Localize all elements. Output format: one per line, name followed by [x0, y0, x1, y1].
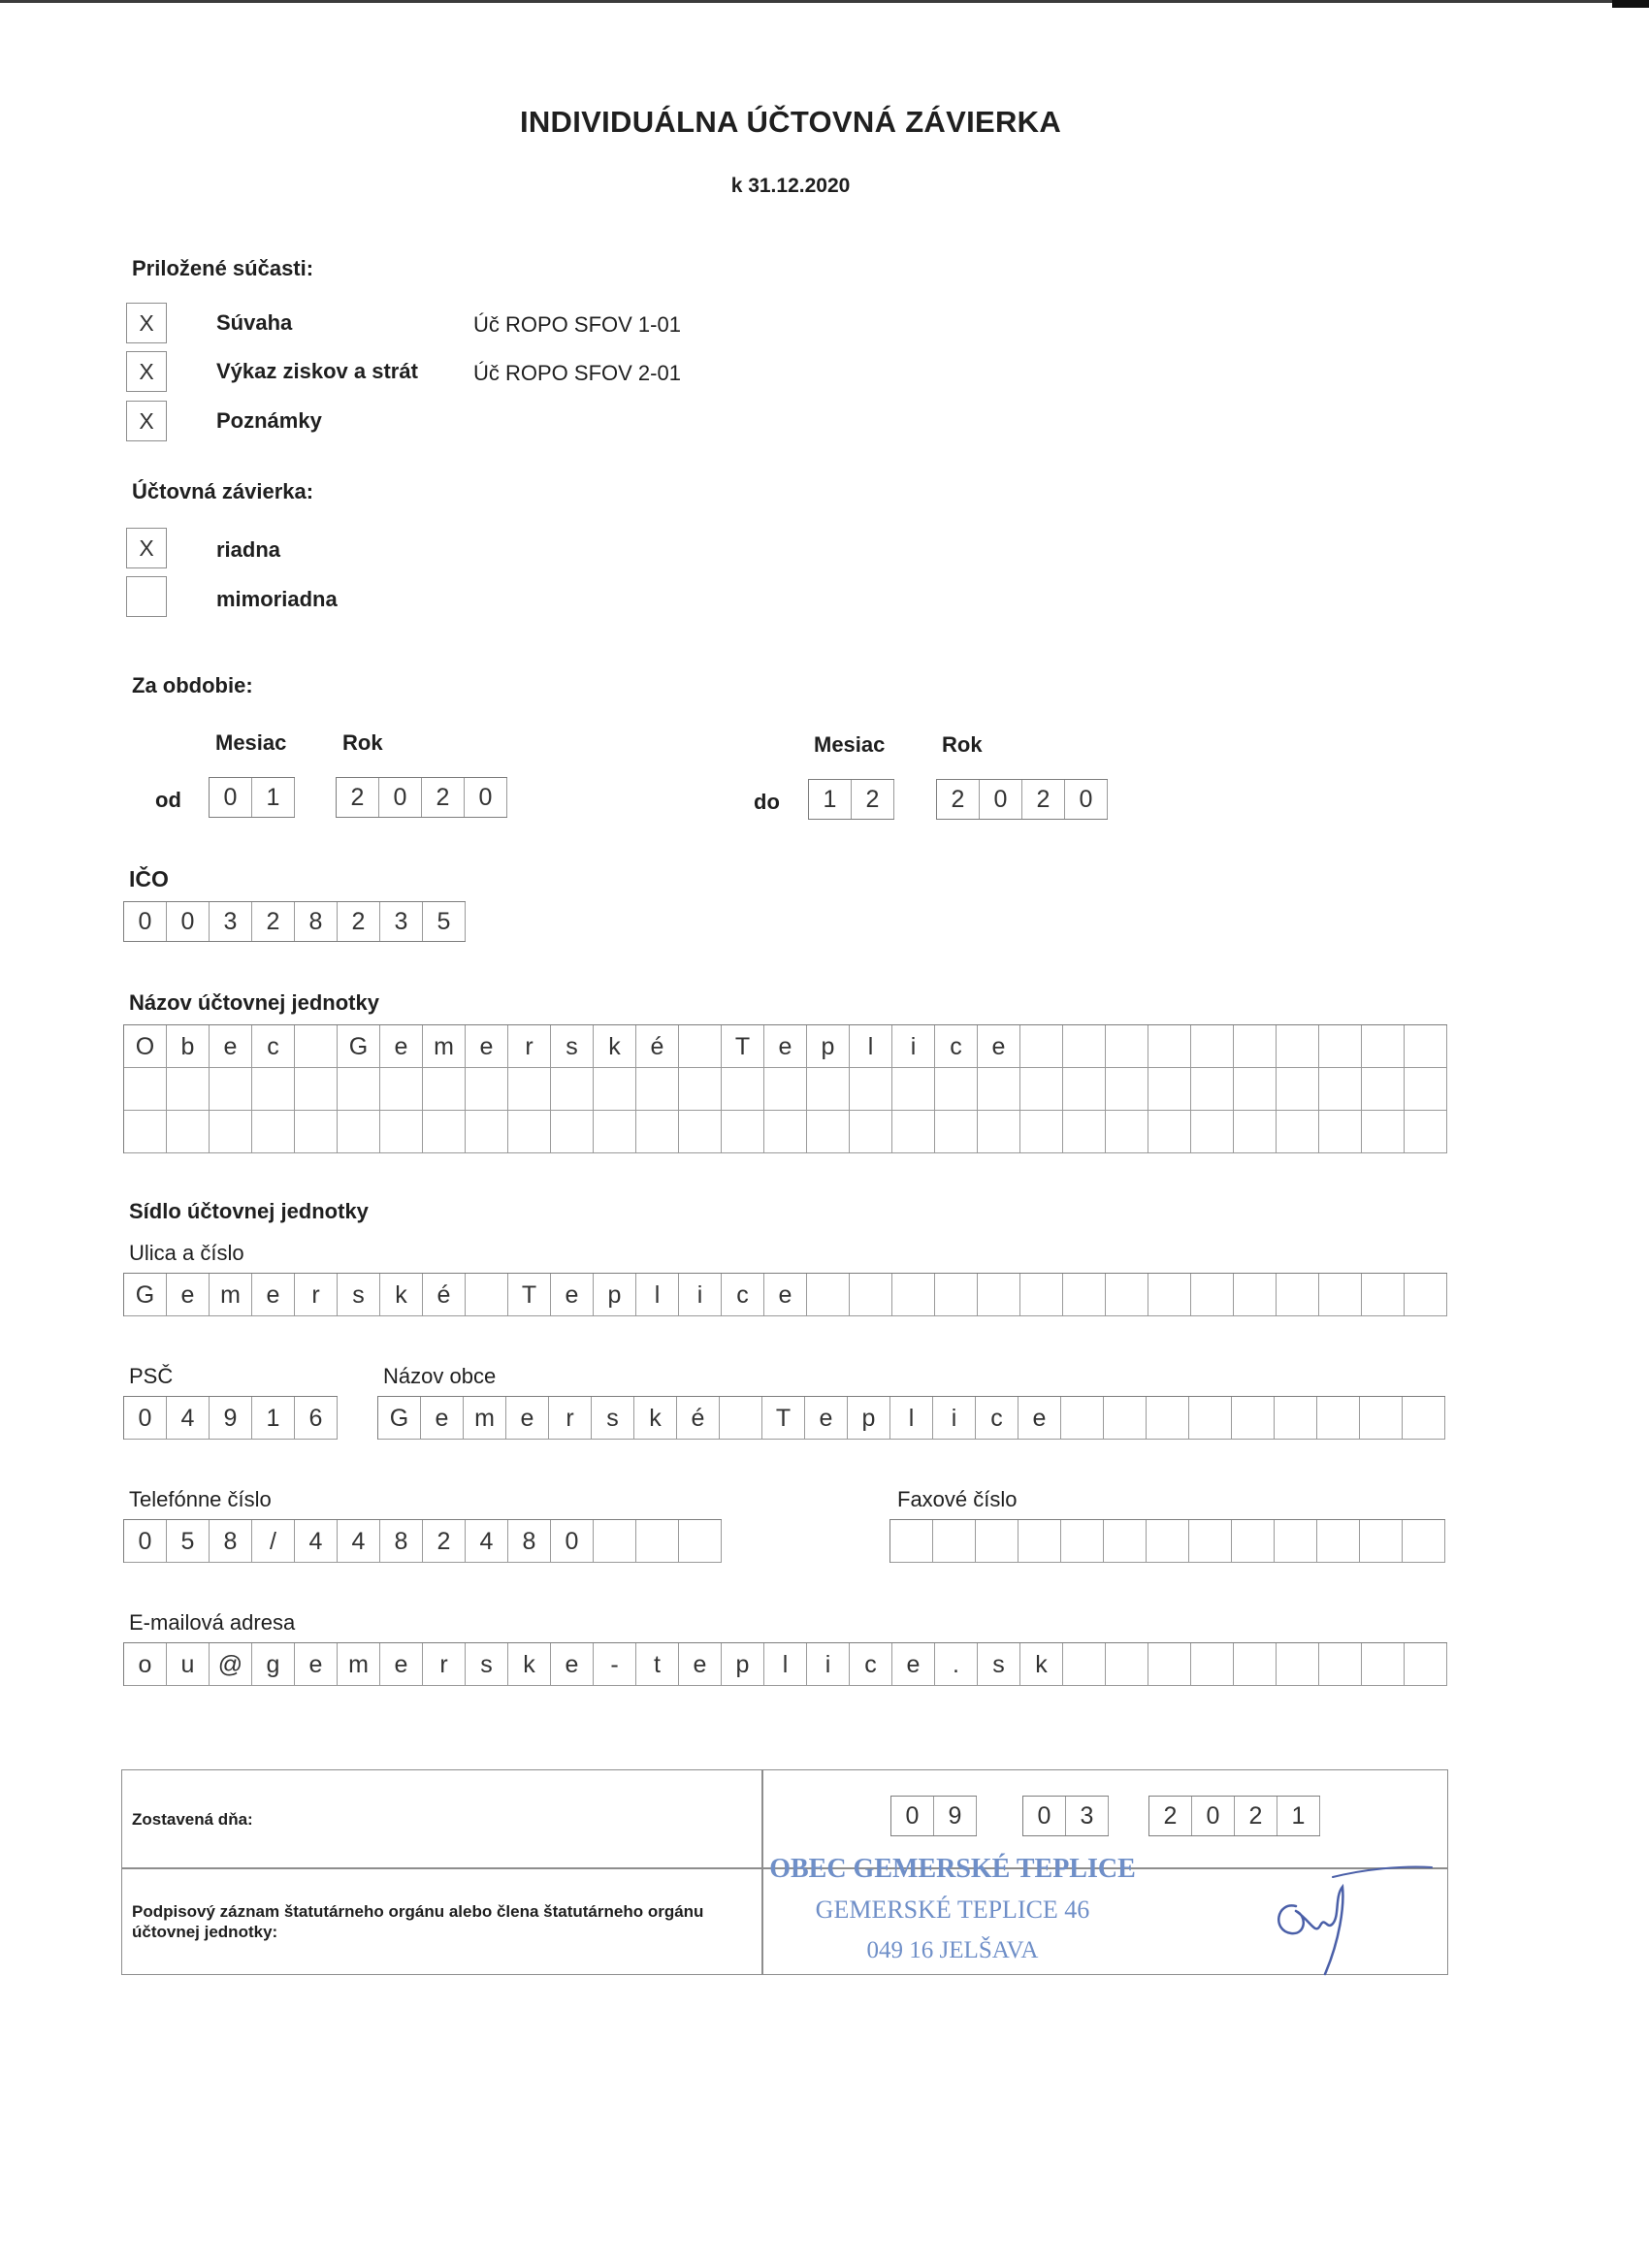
char-cell [892, 1274, 935, 1316]
char-cell: e [380, 1025, 423, 1068]
char-cell [210, 1111, 252, 1153]
char-cell [594, 1111, 636, 1153]
closing-type-heading: Účtovná závierka: [132, 479, 314, 503]
char-cell [1234, 1274, 1277, 1316]
char-cell [466, 1274, 508, 1316]
attachment-label-suvaha: Súvaha [216, 310, 293, 335]
ico-field[interactable] [123, 901, 466, 942]
char-cell: g [252, 1643, 295, 1686]
char-cell [764, 1111, 807, 1153]
char-cell: p [807, 1025, 850, 1068]
digit-cell: 1 [1277, 1797, 1320, 1835]
char-cell: u [167, 1643, 210, 1686]
char-cell [807, 1274, 850, 1316]
char-cell [679, 1520, 722, 1563]
checkbox-poznamky[interactable]: X [126, 401, 167, 441]
scan-corner-mark [1612, 0, 1649, 8]
char-cell [1234, 1111, 1277, 1153]
char-cell: k [508, 1643, 551, 1686]
char-cell [1147, 1520, 1189, 1563]
char-cell [892, 1111, 935, 1153]
attachment-label-vykaz: Výkaz ziskov a strát [216, 359, 418, 383]
char-cell [423, 1111, 466, 1153]
char-cell [850, 1274, 892, 1316]
char-cell: c [722, 1274, 764, 1316]
digit-cell: 2 [252, 902, 295, 941]
char-cell: e [764, 1025, 807, 1068]
ico-label: IČO [129, 866, 169, 891]
checkbox-riadna[interactable]: X [126, 528, 167, 568]
char-cell [594, 1520, 636, 1563]
char-cell: s [978, 1643, 1020, 1686]
char-cell [1063, 1643, 1106, 1686]
from-year-field[interactable] [336, 777, 507, 818]
to-label: do [754, 790, 780, 814]
char-cell: e [978, 1025, 1020, 1068]
char-cell [636, 1068, 679, 1111]
compiled-year-field[interactable] [1148, 1796, 1320, 1836]
char-cell: 4 [338, 1520, 380, 1563]
char-cell [466, 1068, 508, 1111]
char-cell [551, 1111, 594, 1153]
char-cell [1277, 1025, 1319, 1068]
char-cell: m [210, 1274, 252, 1316]
char-cell [1277, 1643, 1319, 1686]
char-cell: c [935, 1025, 978, 1068]
char-cell [1319, 1025, 1362, 1068]
fax-label: Faxové číslo [897, 1487, 1018, 1511]
char-cell [594, 1068, 636, 1111]
char-cell: e [679, 1643, 722, 1686]
char-cell [850, 1111, 892, 1153]
closing-label-riadna: riadna [216, 537, 281, 562]
char-cell: o [124, 1643, 167, 1686]
address-heading: Sídlo účtovnej jednotky [129, 1199, 369, 1223]
to-month-field[interactable] [808, 779, 894, 820]
char-cell [1063, 1025, 1106, 1068]
char-cell [1106, 1274, 1148, 1316]
char-cell [295, 1111, 338, 1153]
char-cell [807, 1068, 850, 1111]
char-cell: 1 [252, 1397, 295, 1440]
char-cell: e [380, 1643, 423, 1686]
char-cell: e [210, 1025, 252, 1068]
char-cell [295, 1025, 338, 1068]
char-cell [978, 1274, 1020, 1316]
char-cell: i [679, 1274, 722, 1316]
zip-label: PSČ [129, 1364, 174, 1388]
char-cell [1147, 1397, 1189, 1440]
char-cell [892, 1068, 935, 1111]
char-cell: 4 [167, 1397, 210, 1440]
char-cell [1362, 1643, 1405, 1686]
char-cell [1403, 1397, 1445, 1440]
compiled-month-field[interactable] [1022, 1796, 1109, 1836]
char-cell [466, 1111, 508, 1153]
char-cell [1275, 1520, 1317, 1563]
char-cell [636, 1520, 679, 1563]
char-cell: 0 [124, 1397, 167, 1440]
char-cell [679, 1025, 722, 1068]
char-cell: T [508, 1274, 551, 1316]
char-cell [1362, 1111, 1405, 1153]
char-cell [1020, 1068, 1063, 1111]
char-cell: @ [210, 1643, 252, 1686]
char-cell: 8 [380, 1520, 423, 1563]
char-cell [1405, 1068, 1447, 1111]
char-cell [124, 1111, 167, 1153]
stamp-line-3: 049 16 JELŠAVA [866, 1937, 1039, 1963]
char-cell [1277, 1274, 1319, 1316]
char-cell: é [423, 1274, 466, 1316]
char-cell: m [464, 1397, 506, 1440]
digit-cell: 2 [1235, 1797, 1277, 1835]
char-cell [1106, 1025, 1148, 1068]
char-cell: 5 [167, 1520, 210, 1563]
entity-name-field[interactable] [123, 1024, 1447, 1153]
char-cell: l [764, 1643, 807, 1686]
char-cell: p [848, 1397, 890, 1440]
compiled-day-field[interactable] [890, 1796, 977, 1836]
char-cell [807, 1111, 850, 1153]
char-cell [1018, 1520, 1061, 1563]
char-cell: 6 [295, 1397, 338, 1440]
phone-label: Telefónne číslo [129, 1487, 272, 1511]
city-label: Názov obce [383, 1364, 497, 1388]
char-cell [252, 1111, 295, 1153]
checkbox-vykaz[interactable]: X [126, 351, 167, 392]
char-cell [1191, 1025, 1234, 1068]
from-year-label: Rok [342, 730, 383, 755]
char-cell [1317, 1397, 1360, 1440]
digit-cell: 3 [1066, 1797, 1109, 1835]
char-cell: G [378, 1397, 421, 1440]
char-cell: l [850, 1025, 892, 1068]
char-cell [976, 1520, 1018, 1563]
char-cell [1104, 1520, 1147, 1563]
to-month-label: Mesiac [814, 732, 886, 757]
char-cell [1362, 1274, 1405, 1316]
fax-field[interactable] [889, 1519, 1445, 1563]
char-cell [1191, 1643, 1234, 1686]
digit-cell: 3 [380, 902, 423, 941]
char-cell [1063, 1274, 1106, 1316]
char-cell [210, 1068, 252, 1111]
char-cell [1319, 1068, 1362, 1111]
digit-cell: 0 [1192, 1797, 1235, 1835]
char-cell [1020, 1274, 1063, 1316]
digit-cell: 2 [937, 780, 980, 819]
char-cell: s [551, 1025, 594, 1068]
char-cell [679, 1111, 722, 1153]
char-cell: G [124, 1274, 167, 1316]
char-cell [295, 1068, 338, 1111]
char-cell [1403, 1520, 1445, 1563]
compiled-date-label: Zostavená dňa: [132, 1810, 253, 1829]
char-cell: e [805, 1397, 848, 1440]
char-cell [423, 1068, 466, 1111]
char-cell [1063, 1111, 1106, 1153]
char-cell: l [890, 1397, 933, 1440]
char-cell [338, 1068, 380, 1111]
char-cell [252, 1068, 295, 1111]
digit-cell: 0 [1065, 780, 1108, 819]
char-cell: G [338, 1025, 380, 1068]
digit-cell: 0 [465, 778, 507, 817]
char-cell [1405, 1111, 1447, 1153]
char-cell: m [423, 1025, 466, 1068]
char-cell [636, 1111, 679, 1153]
char-cell: e [466, 1025, 508, 1068]
digit-cell: 2 [1149, 1797, 1192, 1835]
char-cell: T [762, 1397, 805, 1440]
char-cell [1277, 1111, 1319, 1153]
digit-cell: 9 [934, 1797, 977, 1835]
char-cell [1234, 1025, 1277, 1068]
char-cell: e [252, 1274, 295, 1316]
char-cell [1232, 1397, 1275, 1440]
digit-cell: 1 [809, 780, 852, 819]
char-cell [551, 1068, 594, 1111]
char-cell [338, 1111, 380, 1153]
char-cell [167, 1111, 210, 1153]
street-field[interactable] [123, 1273, 1447, 1316]
char-cell [978, 1111, 1020, 1153]
char-cell [1148, 1111, 1191, 1153]
char-cell: r [508, 1025, 551, 1068]
char-cell [933, 1520, 976, 1563]
digit-cell: 0 [379, 778, 422, 817]
char-cell: l [636, 1274, 679, 1316]
char-cell [1148, 1643, 1191, 1686]
char-cell: - [594, 1643, 636, 1686]
signature-label: Podpisový záznam štatutárneho orgánu alebo člena štatutárneho orgánu účtovnej jednotky: [132, 1902, 704, 1941]
char-cell: é [677, 1397, 720, 1440]
zip-field[interactable] [123, 1396, 338, 1440]
char-cell [1362, 1025, 1405, 1068]
char-cell: . [935, 1643, 978, 1686]
char-cell: c [252, 1025, 295, 1068]
char-cell [1362, 1068, 1405, 1111]
char-cell: e [551, 1643, 594, 1686]
char-cell: m [338, 1643, 380, 1686]
char-cell [1405, 1025, 1447, 1068]
char-cell: i [807, 1643, 850, 1686]
char-cell: s [338, 1274, 380, 1316]
from-month-field[interactable] [209, 777, 295, 818]
char-cell: r [423, 1643, 466, 1686]
char-cell [1148, 1025, 1191, 1068]
digit-cell: 0 [124, 902, 167, 941]
char-cell [1191, 1111, 1234, 1153]
char-cell [1360, 1397, 1403, 1440]
char-cell: 2 [423, 1520, 466, 1563]
digit-cell: 0 [1023, 1797, 1066, 1835]
char-cell [722, 1111, 764, 1153]
char-cell [890, 1520, 933, 1563]
char-cell [380, 1068, 423, 1111]
digit-cell: 2 [337, 778, 379, 817]
attachment-code-vykaz: Úč ROPO SFOV 2-01 [473, 361, 681, 385]
closing-label-mimoriadna: mimoriadna [216, 587, 338, 611]
char-cell: e [295, 1643, 338, 1686]
char-cell [1232, 1520, 1275, 1563]
char-cell [124, 1068, 167, 1111]
char-cell [1277, 1068, 1319, 1111]
digit-cell: 2 [338, 902, 380, 941]
char-cell [508, 1068, 551, 1111]
char-cell [1191, 1068, 1234, 1111]
char-cell [1405, 1274, 1447, 1316]
char-cell [1319, 1274, 1362, 1316]
char-cell: i [892, 1025, 935, 1068]
char-cell [935, 1111, 978, 1153]
char-cell [1189, 1397, 1232, 1440]
digit-cell: 0 [980, 780, 1022, 819]
attachments-heading: Priložené súčasti: [132, 256, 314, 280]
from-month-label: Mesiac [215, 730, 287, 755]
digit-cell: 3 [210, 902, 252, 941]
char-cell [1106, 1643, 1148, 1686]
handwritten-signature-icon [1267, 1848, 1441, 1984]
char-cell: 8 [508, 1520, 551, 1563]
char-cell: 4 [466, 1520, 508, 1563]
char-cell: c [850, 1643, 892, 1686]
char-cell [1020, 1025, 1063, 1068]
char-cell [1191, 1274, 1234, 1316]
digit-cell: 2 [422, 778, 465, 817]
char-cell [679, 1068, 722, 1111]
digit-cell: 1 [252, 778, 295, 817]
digit-cell: 2 [1022, 780, 1065, 819]
char-cell [167, 1068, 210, 1111]
stamp-line-2: GEMERSKÉ TEPLICE 46 [815, 1895, 1090, 1924]
char-cell: 0 [124, 1520, 167, 1563]
char-cell [1189, 1520, 1232, 1563]
char-cell: c [976, 1397, 1018, 1440]
char-cell [508, 1111, 551, 1153]
phone-field[interactable] [123, 1519, 722, 1563]
char-cell: 4 [295, 1520, 338, 1563]
char-cell [1319, 1643, 1362, 1686]
char-cell [1106, 1111, 1148, 1153]
char-cell [1061, 1397, 1104, 1440]
checkbox-mimoriadna[interactable] [126, 576, 167, 617]
char-cell: 8 [210, 1520, 252, 1563]
char-cell: 9 [210, 1397, 252, 1440]
char-cell: k [634, 1397, 677, 1440]
char-cell: k [594, 1025, 636, 1068]
char-cell: b [167, 1025, 210, 1068]
char-cell: e [421, 1397, 464, 1440]
digit-cell: 2 [852, 780, 894, 819]
document-title: INDIVIDUÁLNA ÚČTOVNÁ ZÁVIERKA [519, 105, 1062, 139]
digit-cell: 0 [167, 902, 210, 941]
signature-table [121, 1769, 1448, 1975]
char-cell [1063, 1068, 1106, 1111]
stamp-line-1: OBEC GEMERSKÉ TEPLICE [769, 1854, 1136, 1884]
char-cell [1106, 1068, 1148, 1111]
char-cell [1317, 1520, 1360, 1563]
period-heading: Za obdobie: [132, 673, 253, 697]
digit-cell: 0 [210, 778, 252, 817]
email-label: E-mailová adresa [129, 1610, 296, 1635]
digit-cell: 0 [891, 1797, 934, 1835]
street-label: Ulica a číslo [129, 1241, 244, 1265]
char-cell [1234, 1068, 1277, 1111]
city-field[interactable] [377, 1396, 1445, 1440]
char-cell: r [295, 1274, 338, 1316]
char-cell: / [252, 1520, 295, 1563]
char-cell [1148, 1068, 1191, 1111]
checkbox-suvaha[interactable]: X [126, 303, 167, 343]
attachment-code-suvaha: Úč ROPO SFOV 1-01 [473, 312, 681, 337]
char-cell [1104, 1397, 1147, 1440]
char-cell [1275, 1397, 1317, 1440]
char-cell [1405, 1643, 1447, 1686]
char-cell: e [892, 1643, 935, 1686]
char-cell: p [722, 1643, 764, 1686]
char-cell: t [636, 1643, 679, 1686]
char-cell: é [636, 1025, 679, 1068]
to-year-field[interactable] [936, 779, 1108, 820]
char-cell: 0 [551, 1520, 594, 1563]
to-year-label: Rok [942, 732, 983, 757]
entity-name-label: Názov účtovnej jednotky [129, 990, 379, 1015]
digit-cell: 8 [295, 902, 338, 941]
char-cell [722, 1068, 764, 1111]
char-cell: k [1020, 1643, 1063, 1686]
email-field[interactable] [123, 1642, 1447, 1686]
char-cell [1148, 1274, 1191, 1316]
char-cell: e [506, 1397, 549, 1440]
char-cell [764, 1068, 807, 1111]
char-cell: i [933, 1397, 976, 1440]
char-cell: s [466, 1643, 508, 1686]
char-cell: r [549, 1397, 592, 1440]
char-cell [1234, 1643, 1277, 1686]
document-date: k 31.12.2020 [730, 175, 851, 197]
char-cell [850, 1068, 892, 1111]
char-cell: T [722, 1025, 764, 1068]
char-cell [1319, 1111, 1362, 1153]
from-label: od [155, 788, 181, 812]
attachment-label-poznamky: Poznámky [216, 408, 322, 433]
char-cell [1360, 1520, 1403, 1563]
char-cell: p [594, 1274, 636, 1316]
char-cell [978, 1068, 1020, 1111]
char-cell [720, 1397, 762, 1440]
char-cell [1020, 1111, 1063, 1153]
char-cell: s [592, 1397, 634, 1440]
char-cell [935, 1068, 978, 1111]
scan-top-edge [0, 0, 1649, 3]
char-cell: e [1018, 1397, 1061, 1440]
char-cell: e [167, 1274, 210, 1316]
char-cell [935, 1274, 978, 1316]
char-cell: O [124, 1025, 167, 1068]
char-cell: e [764, 1274, 807, 1316]
char-cell: k [380, 1274, 423, 1316]
digit-cell: 5 [423, 902, 466, 941]
char-cell [1061, 1520, 1104, 1563]
char-cell [380, 1111, 423, 1153]
char-cell: e [551, 1274, 594, 1316]
